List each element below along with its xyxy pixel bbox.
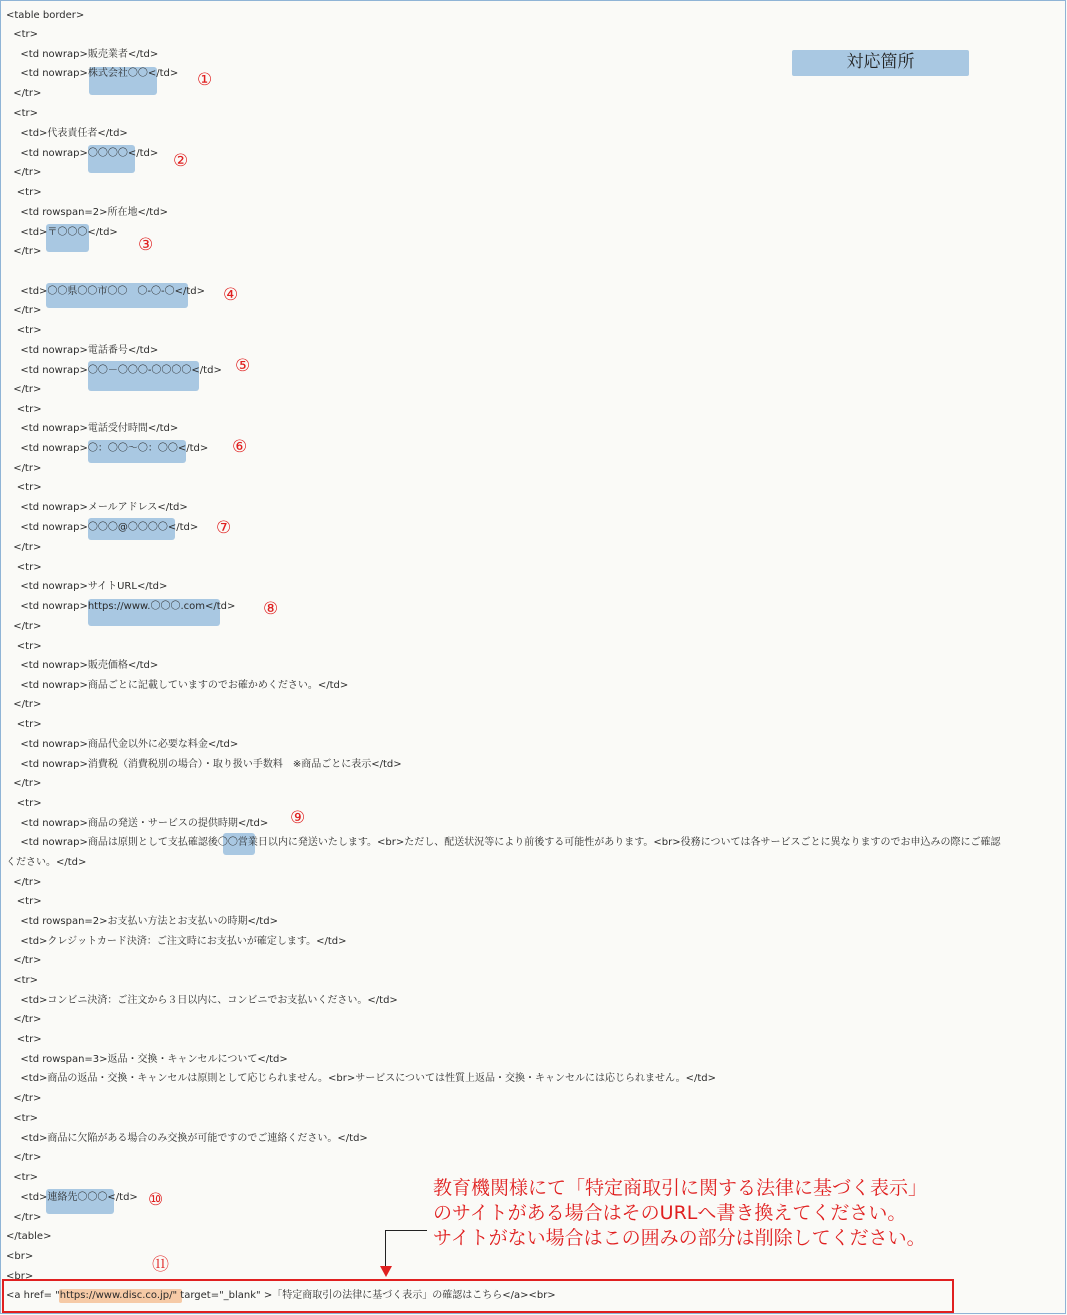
code-line: <tr> bbox=[16, 798, 42, 809]
marker-2: ② bbox=[173, 151, 189, 171]
code-line: <tr> bbox=[16, 325, 42, 336]
note-line-2: のサイトがある場合はそのURLへ書き換えてください。 bbox=[433, 1202, 907, 1224]
code-line: ください。</td> bbox=[6, 857, 87, 868]
code-line: <td>クレジットカード決済：ご注文時にお支払いが確定します。</td> bbox=[20, 936, 347, 947]
marker-6: ⑥ bbox=[232, 437, 248, 457]
code-line: <td nowrap>〇〇〇〇</td> bbox=[20, 148, 159, 159]
code-line: </tr> bbox=[13, 305, 42, 316]
marker-9: ⑨ bbox=[290, 808, 306, 828]
code-line: </tr> bbox=[13, 955, 42, 966]
code-line: <tr> bbox=[16, 482, 42, 493]
code-line: </tr> bbox=[13, 1152, 42, 1163]
code-line: <tr> bbox=[13, 108, 38, 119]
marker-5: ⑤ bbox=[235, 356, 251, 376]
code-line: <td nowrap>〇：〇〇～〇：〇〇</td> bbox=[20, 443, 209, 454]
marker-3: ③ bbox=[138, 235, 154, 255]
code-line: <td nowrap>メールアドレス</td> bbox=[20, 502, 188, 513]
code-line: <table border> bbox=[6, 10, 85, 21]
code-line: <tr> bbox=[16, 187, 42, 198]
code-line: <td nowrap>商品の発送・サービスの提供時期</td> bbox=[20, 818, 269, 829]
code-line: </table> bbox=[6, 1231, 52, 1242]
legend-label: 対応箇所 bbox=[792, 50, 969, 76]
note-connector-vertical bbox=[385, 1230, 386, 1268]
code-line: <td nowrap>サイトURL</td> bbox=[20, 581, 168, 592]
arrow-down-icon bbox=[380, 1266, 392, 1277]
code-line: <td nowrap>〇〇－〇〇〇-〇〇〇〇</td> bbox=[20, 365, 222, 376]
code-line: <td nowrap>商品代金以外に必要な料金</td> bbox=[20, 739, 239, 750]
replace-area-box bbox=[2, 1279, 954, 1313]
code-line: <tr> bbox=[16, 641, 42, 652]
code-line: <td>代表責任者</td> bbox=[20, 128, 128, 139]
code-line: </tr> bbox=[13, 1212, 42, 1223]
code-line: <tr> bbox=[13, 1113, 38, 1124]
code-line: <td rowspan=3>返品・交換・キャンセルについて</td> bbox=[20, 1054, 288, 1065]
code-line: <td>〇〇県〇〇市〇〇 〇-〇-〇</td> bbox=[20, 286, 206, 297]
code-line: <a href= "https://www.disc.co.jp/" target="_blank" >「特定商取引の法律に基づく表示」の確認はこちら</a><br> bbox=[6, 1290, 556, 1301]
code-line: </tr> bbox=[13, 463, 42, 474]
code-line: </tr> bbox=[13, 621, 42, 632]
code-line: <td nowrap>https://www.〇〇〇.com</td> bbox=[20, 601, 236, 612]
code-line: <tr> bbox=[16, 719, 42, 730]
code-line: </tr> bbox=[13, 246, 42, 257]
code-line: </tr> bbox=[13, 384, 42, 395]
code-line: <td rowspan=2>お支払い方法とお支払いの時期</td> bbox=[20, 916, 278, 927]
code-line: <td>コンビニ決済：ご注文から３日以内に、コンビニでお支払いください。</td> bbox=[20, 995, 398, 1006]
marker-1: ① bbox=[197, 70, 213, 90]
code-line: <td nowrap>〇〇〇@〇〇〇〇</td> bbox=[20, 522, 199, 533]
code-line: <tr> bbox=[13, 1172, 38, 1183]
code-line: <td>〒〇〇〇</td> bbox=[20, 227, 118, 238]
code-line: <tr> bbox=[13, 29, 38, 40]
code-line: <br> bbox=[6, 1251, 34, 1262]
marker-4: ④ bbox=[223, 285, 239, 305]
code-line: <tr> bbox=[16, 896, 42, 907]
code-line: <td>商品に欠陥がある場合のみ交換が可能ですのでご連絡ください。</td> bbox=[20, 1133, 368, 1144]
code-line: <tr> bbox=[13, 975, 38, 986]
code-line: <tr> bbox=[16, 1034, 42, 1045]
code-line: <td nowrap>商品は原則として支払確認後〇〇営業日以内に発送いたします。<br>ただし、配送状況等により前後する可能性があります。<br>役務については各サービスごとに異なりますのでお申込みの際にご確認 bbox=[20, 837, 1001, 848]
code-line: </tr> bbox=[13, 699, 42, 710]
marker-10: ⑩ bbox=[148, 1190, 164, 1210]
note-connector bbox=[385, 1230, 427, 1231]
code-line: </tr> bbox=[13, 877, 42, 888]
code-line: <td nowrap>株式会社〇〇</td> bbox=[20, 68, 179, 79]
code-line: <td nowrap>販売価格</td> bbox=[20, 660, 159, 671]
code-line: <td>連絡先〇〇〇</td> bbox=[20, 1192, 138, 1203]
code-line: </tr> bbox=[13, 167, 42, 178]
code-line: <tr> bbox=[16, 404, 42, 415]
note-line-3: サイトがない場合はこの囲みの部分は削除してください。 bbox=[433, 1227, 926, 1249]
note-line-1: 教育機関様にて「特定商取引に関する法律に基づく表示」 bbox=[433, 1177, 928, 1199]
marker-8: ⑧ bbox=[263, 599, 279, 619]
code-line: </tr> bbox=[13, 88, 42, 99]
code-line: <br> bbox=[6, 1271, 34, 1282]
code-line: <td nowrap>販売業者</td> bbox=[20, 49, 159, 60]
code-line: </tr> bbox=[13, 778, 42, 789]
code-line: <td rowspan=2>所在地</td> bbox=[20, 207, 168, 218]
code-line: </tr> bbox=[13, 1014, 42, 1025]
code-line: <td nowrap>消費税（消費税別の場合）・取り扱い手数料 ※商品ごとに表示</td> bbox=[20, 759, 402, 770]
code-line: <td nowrap>電話番号</td> bbox=[20, 345, 159, 356]
code-line: </tr> bbox=[13, 1093, 42, 1104]
code-line: <td nowrap>電話受付時間</td> bbox=[20, 423, 179, 434]
code-line: </tr> bbox=[13, 542, 42, 553]
code-line: <td nowrap>商品ごとに記載していますのでお確かめください。</td> bbox=[20, 680, 349, 691]
marker-7: ⑦ bbox=[216, 518, 232, 538]
code-line: <td>商品の返品・交換・キャンセルは原則として応じられません。<br>サービスについては性質上返品・交換・キャンセルには応じられません。</td> bbox=[20, 1073, 717, 1084]
marker-11: ⑪ bbox=[152, 1255, 169, 1275]
code-line: <tr> bbox=[16, 562, 42, 573]
